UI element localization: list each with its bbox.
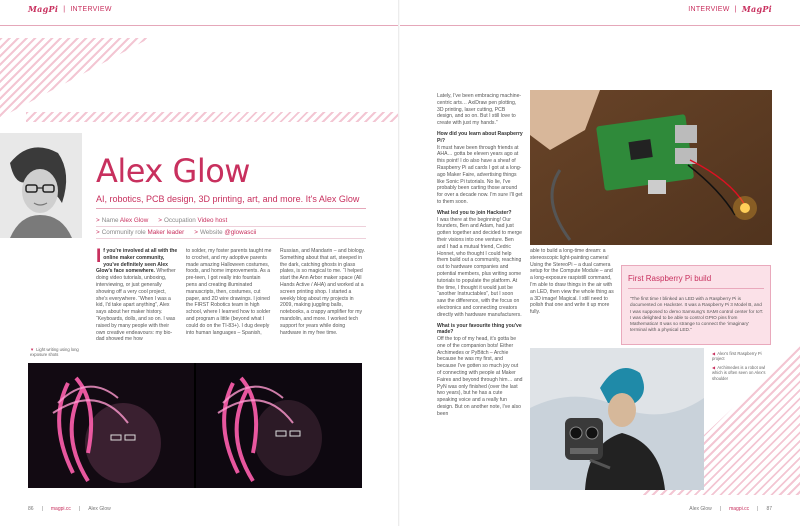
article-paragraph: Lately, I've been embracing machine-centric arts… AxiDraw pen plotting, 3D printing, laser cutting, PCB design, and so on. But I still love to create with just my hands.” [437, 93, 522, 127]
article-paragraph: to solder, my foster parents taught me to crochet, and my adoptive parents made amazing Halloween costumes, foods, and home improvements. As a pre-teen, I got really into fountain pens and creating illuminated manuscripts, then, costumes, cut paper, and 2D wire drawings. I joined the FIRST Robotics team in high school, where I learned how to solder and program a little (beyond what I could do on the TI-83+). I dug deeply into human languages – Spanish, [186, 248, 272, 336]
caption-triangle-icon: ◀ [712, 365, 716, 370]
footer-separator: | [719, 506, 722, 512]
caption-triangle-icon: ◀ [712, 351, 716, 356]
footer-name: Alex Glow [88, 506, 111, 512]
article-paragraph: able to build a long-time dream: a stereoscopic light-painting camera! Using the StereoPi – a dual camera setup for the Compute Module – and a long-exposure raspistill command, I'm able to draw things in the air with an LED, then view the whole thing as a 3D image! Magical. I still need to polish that one and write it up more fully. [530, 248, 614, 316]
footer-separator: | [78, 506, 81, 512]
chevron-right-icon: > [96, 229, 100, 236]
hatch-band [26, 112, 400, 122]
light-painting-photo [28, 363, 362, 488]
footer-right [689, 506, 772, 512]
header-rule [0, 25, 400, 26]
article-column-3 [280, 248, 366, 358]
header-left [28, 0, 112, 18]
interview-question: What led you to join Hackster? [437, 209, 512, 216]
article-column-5 [530, 248, 616, 348]
first-pi-photo [530, 90, 772, 245]
interview-question: What is your favourite thing you've made? [437, 322, 522, 336]
page-number: 86 [28, 506, 34, 512]
meta-rule [96, 238, 366, 239]
header-separator: | [63, 5, 66, 13]
alex-portrait-photo [0, 133, 82, 238]
footer-separator: | [757, 506, 759, 512]
light-painting-image [28, 363, 362, 488]
caption-triangle-icon: ▼ [30, 347, 35, 352]
footer-site: magpi.cc [50, 506, 71, 512]
section-label: INTERVIEW [70, 5, 112, 13]
interview-answer: Off the top of my head, it's gotta be one of the companion bots! Either Archimedes or PyBitch – Archie because he was my first, and because I've gotten so much joy out of connecting with people at Maker Faires and beyond through him… and PyN was only finished (over the last two years), but he has a cute speaking voice and a really fun design. But on another note, I've also been [437, 336, 523, 417]
drop-cap: I [96, 248, 102, 267]
article-subtitle: AI, robotics, PCB design, 3D printing, art, and more. It's Alex Glow [96, 194, 360, 204]
meta-row-1 [96, 217, 227, 224]
footer-left [28, 506, 111, 512]
first-pi-build-boxout [621, 265, 771, 345]
meta-occupation: > Occupation Video host [158, 217, 228, 224]
article-paragraph: Russian, and Mandarin – and biology. Something about that art, steeped in the dark, catching ghosts in glass plates, is so magical to me. “I helped start the Ann Arbor maker space (All Hands Active / AHA) and worked at a screen printing shop. I started a weekly blog about my projects in 2009, making juggling balls, notebooks, a crappy amplifier for my mandolin, and more. I worked tech support for years while doing hardware in my free time. [280, 248, 366, 336]
footer-separator: | [41, 506, 43, 512]
raspberry-pi-image [530, 90, 772, 245]
header-right [688, 0, 772, 18]
page-number: 87 [766, 506, 772, 512]
boxout-body: “The first time I blinked an LED with a Raspberry Pi is documented on Hackster. It was a Raspberry Pi 3 Model B, and I was supposed to demo Samsung's SAMI control center for IoT. I was delighted to be able to control GPIO pins from Mathematica! It was so strange to connect the ‘imaginary’ terminal with a physical LED.” [630, 296, 764, 333]
interview-question: How did you learn about Raspberry Pi? [437, 130, 523, 144]
footer-name: Alex Glow [689, 506, 712, 512]
chevron-right-icon: > [96, 217, 100, 224]
meta-row-2 [96, 229, 256, 236]
meta-rule [96, 226, 366, 227]
alex-with-robot-owl-image [530, 348, 704, 490]
archimedes-photo [530, 348, 704, 490]
article-column-4 [437, 93, 523, 495]
article-column-1 [96, 248, 178, 358]
article-column-2 [186, 248, 272, 358]
article-lead: f you're involved at all with the online maker community, you've definitely seen Alex Glow's face somewhere. [96, 248, 178, 275]
meta-community-role: > Community role Maker leader [96, 229, 185, 236]
title-rule [96, 208, 366, 209]
footer-site: magpi.cc [729, 506, 750, 512]
magpi-logo: MagPi [28, 4, 59, 14]
header-separator: | [734, 5, 737, 13]
caption-first-pi: ◀ Alex's first Raspberry Pi project [712, 351, 762, 362]
interview-answer: It must have been through friends at AHA… gotta be eleven years ago at this point! I do also have a sheaf of Raspberry Pi ad cards I got at a long-ago Maker Faire, advertising things like Sonic Pi tutorials. No lie, I've probably been carting those around for over a decade now. I'm sure I'll get to them soon. [437, 144, 523, 205]
meta-website: > Website @glowascii [194, 229, 257, 236]
caption-archimedes: ◀ Archimedes is a robot owl which is often seen on Alex's shoulder [712, 365, 766, 381]
interview-answer: I was there at the beginning! Our founders, Ben and Adam, had just gotten together and decided to merge their visions into one venture. Ben and I had a mutual friend, Cedric Honnet, who thought I could help them build out a community, reaching out to hardware companies and potential members, plus writing some tutorials to populate the platform. At the time, I thought it would just be “another Instructables”, but I soon saw the difference, with the focus on electronics and connecting creators directly with hardware manufacturers. [437, 216, 522, 318]
magpi-logo: MagPi [741, 4, 772, 14]
portrait-image [0, 133, 82, 238]
boxout-title: First Raspberry Pi build [628, 274, 712, 283]
boxout-rule [628, 288, 764, 289]
hatch-decoration [0, 38, 150, 118]
article-body: Whether doing video tutorials, unboxing, interviewing, or just generally showing off a very cool project, she's everywhere. “When I was a kid, I'd take apart anything”, Alex says about her maker history. “Keyboards, dolls, and so on. I was raised by many people with their own creative endeavours: my bio-dad showed me how [96, 268, 176, 343]
meta-name: > Name Alex Glow [96, 217, 149, 224]
right-page [400, 0, 800, 526]
chevron-right-icon: > [158, 217, 162, 224]
header-rule [400, 25, 800, 26]
chevron-right-icon: > [194, 229, 198, 236]
article-title: Alex Glow [96, 152, 250, 190]
section-label: INTERVIEW [688, 5, 730, 13]
caption-light-writing: ▼ Light writing using long exposure shots [30, 347, 79, 358]
